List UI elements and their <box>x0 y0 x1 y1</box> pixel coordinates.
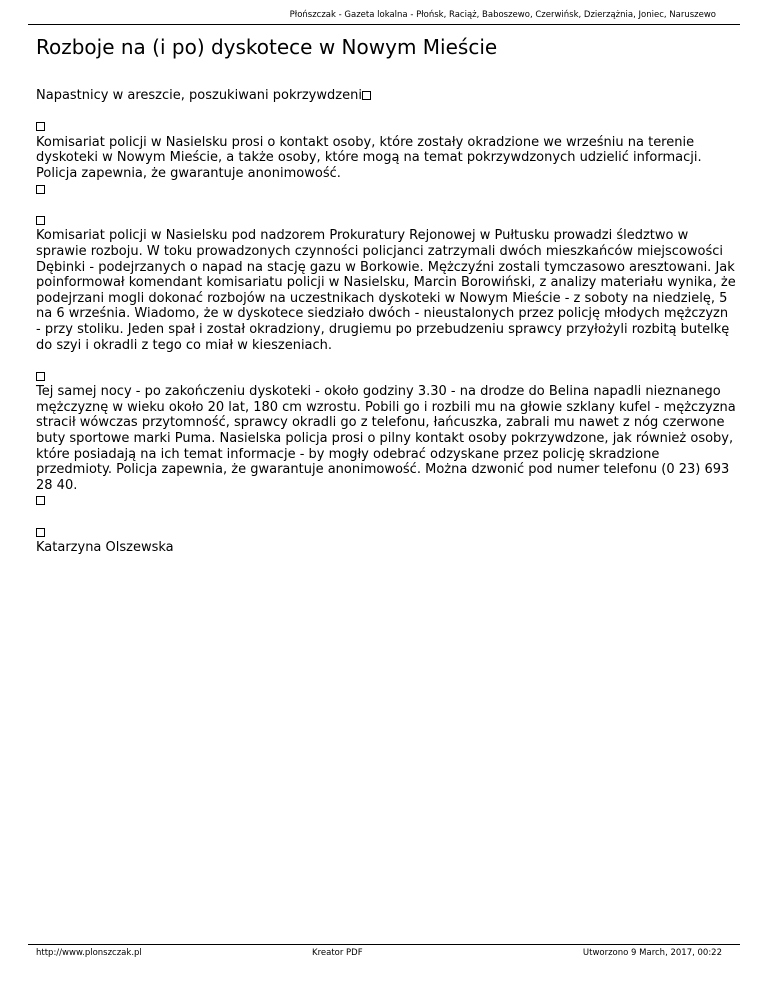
article-paragraph <box>36 119 736 197</box>
missing-glyph-box-icon <box>362 91 371 100</box>
page-header <box>0 0 768 28</box>
site-tagline: Płońszczak - Gazeta lokalna - Płońsk, Raciąż, Baboszewo, Czerwińsk, Dzierzążnia, Joniec, Naruszewo <box>289 10 716 20</box>
missing-glyph-box-icon <box>36 216 45 225</box>
paragraph-text: Tej samej nocy - po zakończeniu dyskoteki - około godziny 3.30 - na drodze do Belina napadli nieznanego mężczyznę w wieku około 20 lat, 180 cm wzrostu. Pobili go i rozbili mu na głowie szklany kufel - mężczyzna stracił wówczas przytomność, sprawcy okradli go z telefonu, łańcuszka, zabrali mu nawet z nóg czerwone buty sportowe marki Puma. Nasielska policja prosi o pilny kontakt osoby pokrzywdzone, jak również osoby, które posiadają na ich temat informacje - by mogły odebrać odzyskane przez policję skradzione przedmioty. Policja zapewnia, że gwarantuje anonimowość. Można dzwonić pod numer telefonu (0 23) 693 28 40. <box>36 384 736 493</box>
article-paragraph <box>36 369 736 509</box>
footer-url-link[interactable]: http://www.plonszczak.pl <box>36 948 142 958</box>
paragraph-text: Komisariat policji w Nasielsku prosi o kontakt osoby, które zostały okradzione we wrześniu na terenie dyskoteki w Nowym Mieście, a także osoby, które mogą na temat pokrzywdzonych udzielić informacji. Policja zapewnia, że gwarantuje anonimowość. <box>36 134 702 181</box>
footer-creator: Kreator PDF <box>312 948 363 958</box>
missing-glyph-box-icon <box>36 496 45 505</box>
missing-glyph-box-icon <box>36 122 45 131</box>
paragraph-text: Komisariat policji w Nasielsku pod nadzorem Prokuratury Rejonowej w Pułtusku prowadzi śledztwo w sprawie rozboju. W toku prowadzonych czynności policjanci zatrzymali dwóch mieszkańców miejscowości Dębinki - podejrzanych o napad na stację gazu w Borkowie. Mężczyźni zostali tymczasowo aresztowani. Jak poinformował komendant komisariatu policji w Nasielsku, Marcin Borowiński, z analizy materiału wynika, że podejrzani mogli dokonać rozbojów na uczestnikach dyskoteki w Nowym Mieście - z soboty na niedzielę, 5 na 6 września. Wiadomo, że w dyskotece siedziało dwóch - nieustalonych przez policję młodych mężczyzn - przy stoliku. Jeden spał i został okradziony, drugiemu po przebudzeniu sprawcy przyłożyli rozbitą butelkę do szyi i okradli z tego co miał w kieszeniach. <box>36 228 736 353</box>
article-lead <box>36 88 736 104</box>
footer-created-date: Utworzono 9 March, 2017, 00:22 <box>582 948 722 958</box>
article-body <box>36 88 736 571</box>
missing-glyph-box-icon <box>36 185 45 194</box>
footer-divider <box>28 944 740 945</box>
page-footer <box>0 940 768 960</box>
article-paragraph <box>36 213 736 353</box>
missing-glyph-box-icon <box>36 528 45 537</box>
article-author-block <box>36 525 736 556</box>
article-lead-text: Napastnicy w areszcie, poszukiwani pokrzywdzeni <box>36 88 362 103</box>
article-author: Katarzyna Olszewska <box>36 540 174 556</box>
header-divider <box>28 24 740 25</box>
article-title: Rozboje na (i po) dyskotece w Nowym Mieście <box>36 35 498 59</box>
missing-glyph-box-icon <box>36 372 45 381</box>
